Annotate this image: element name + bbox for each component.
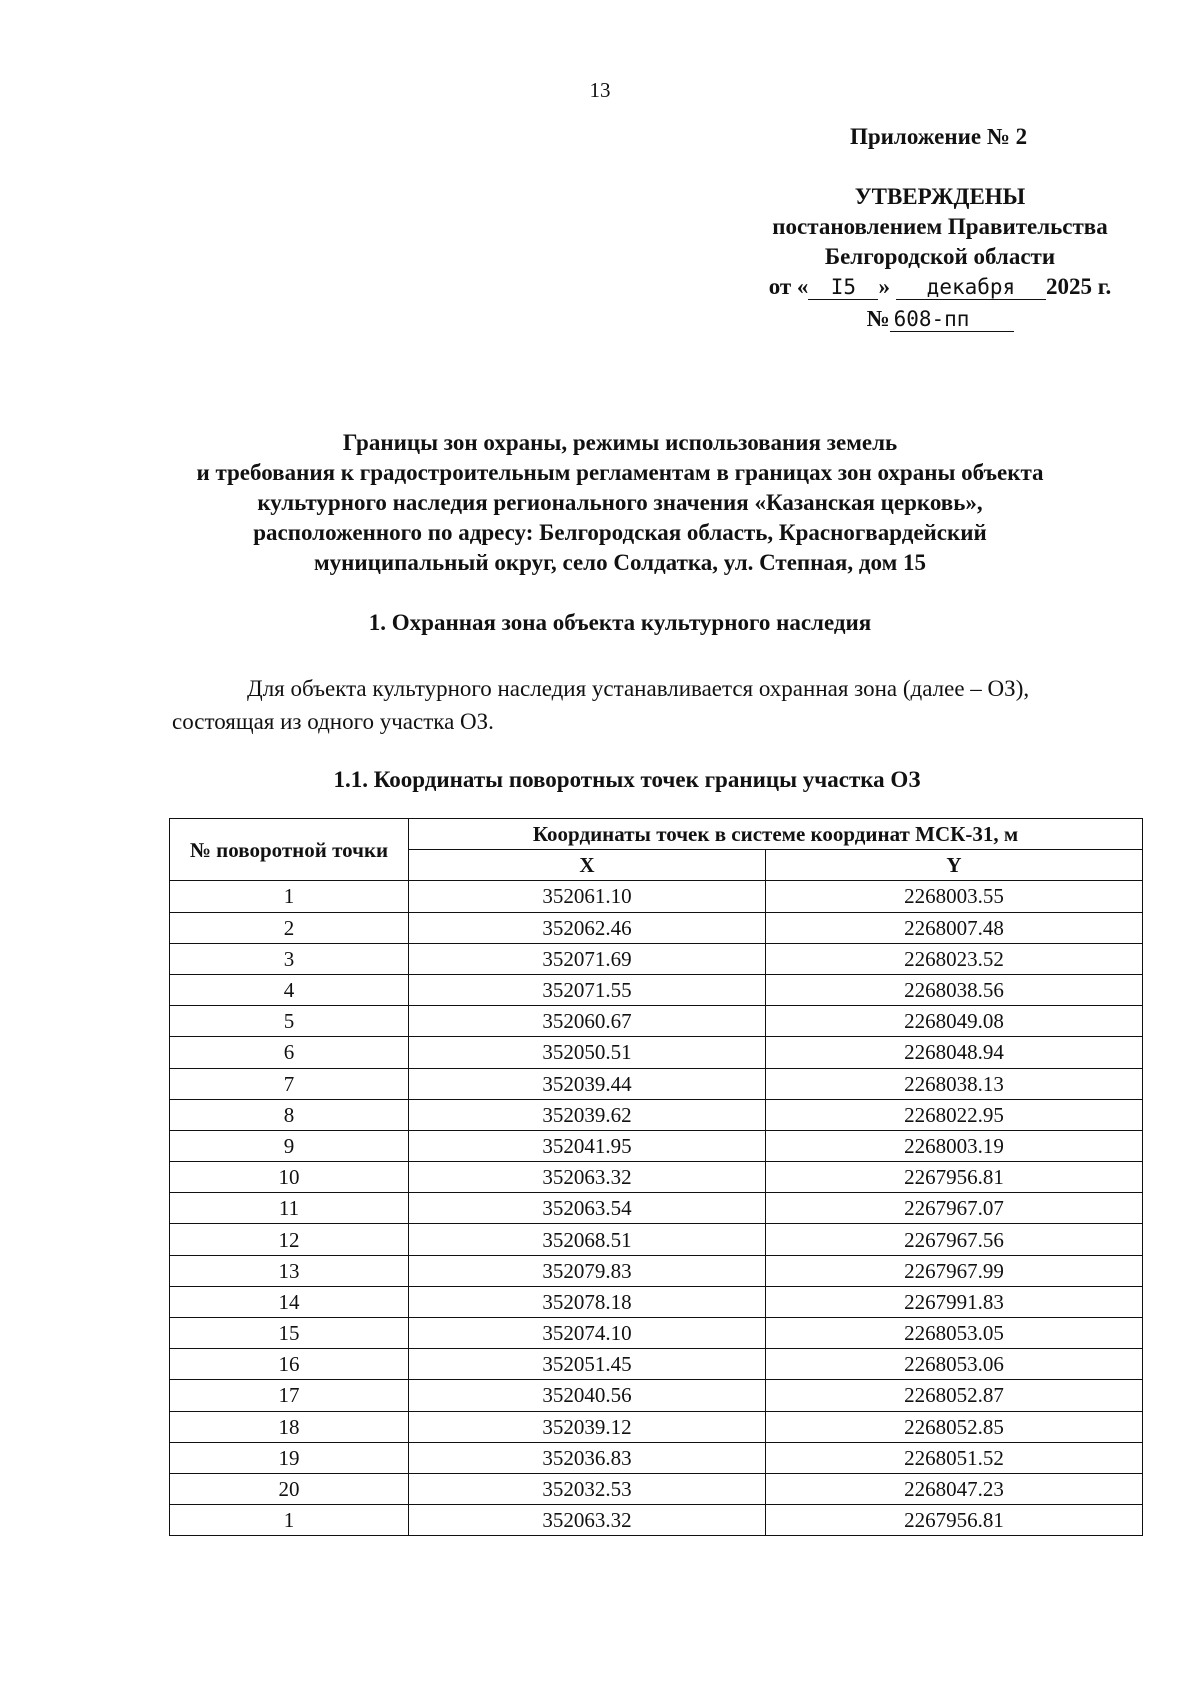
x-cell: 352062.46: [409, 912, 766, 943]
point-number-cell: 15: [170, 1318, 409, 1349]
title-line-5: муниципальный округ, село Солдатка, ул. Степная, дом 15: [313, 550, 926, 575]
approved-label: УТВЕРЖДЕНЫ: [854, 184, 1026, 209]
point-number-cell: 14: [170, 1286, 409, 1317]
y-cell: 2268038.13: [766, 1068, 1143, 1099]
x-cell: 352074.10: [409, 1318, 766, 1349]
y-cell: 2268038.56: [766, 974, 1143, 1005]
header-coordinates: Координаты точек в системе координат МСК-31, м: [409, 819, 1143, 850]
table-row: [170, 1255, 1143, 1286]
point-number-cell: 1: [170, 881, 409, 912]
approval-number: [740, 304, 1140, 334]
x-cell: 352039.62: [409, 1099, 766, 1130]
table-row: [170, 1130, 1143, 1161]
point-number-cell: 19: [170, 1442, 409, 1473]
table-row: [170, 1318, 1143, 1349]
point-number-cell: 20: [170, 1473, 409, 1504]
number-prefix: №: [866, 306, 890, 331]
y-cell: 2267967.07: [766, 1193, 1143, 1224]
y-cell: 2268049.08: [766, 1006, 1143, 1037]
section-1-paragraph: [172, 672, 1147, 738]
point-number-cell: 12: [170, 1224, 409, 1255]
date-mid: »: [878, 274, 890, 299]
appendix-label: Приложение № 2: [850, 124, 1028, 149]
point-number-cell: 16: [170, 1349, 409, 1380]
point-number-cell: 3: [170, 943, 409, 974]
title-line-4: расположенного по адресу: Белгородская область, Красногвардейский: [253, 520, 987, 545]
table-row: [170, 1505, 1143, 1536]
document-title: [140, 428, 1100, 578]
point-number-cell: 4: [170, 974, 409, 1005]
x-cell: 352063.32: [409, 1505, 766, 1536]
x-cell: 352068.51: [409, 1224, 766, 1255]
y-cell: 2268023.52: [766, 943, 1143, 974]
point-number-cell: 9: [170, 1130, 409, 1161]
y-cell: 2267991.83: [766, 1286, 1143, 1317]
x-cell: 352036.83: [409, 1442, 766, 1473]
y-cell: 2267967.99: [766, 1255, 1143, 1286]
paragraph-line-1: Для объекта культурного наследия устанавливается охранная зона (далее – ОЗ),: [247, 676, 1030, 701]
title-line-2: и требования к градостроительным регламентам в границах зон охраны объекта: [196, 460, 1044, 485]
approval-date: [740, 272, 1140, 302]
table-title: 1.1. Координаты поворотных точек границы участка ОЗ: [333, 767, 921, 792]
x-cell: 352063.32: [409, 1162, 766, 1193]
table-row: [170, 943, 1143, 974]
table-row: [170, 1162, 1143, 1193]
approved-by-line1: постановлением Правительства: [772, 214, 1108, 239]
x-cell: 352039.44: [409, 1068, 766, 1099]
x-cell: 352050.51: [409, 1037, 766, 1068]
table-row: [170, 912, 1143, 943]
table-row: [170, 1380, 1143, 1411]
header-point-number: № поворотной точки: [170, 819, 409, 881]
coordinates-body: [170, 881, 1143, 1536]
point-number-cell: 11: [170, 1193, 409, 1224]
x-cell: 352040.56: [409, 1380, 766, 1411]
x-cell: 352071.55: [409, 974, 766, 1005]
x-cell: 352078.18: [409, 1286, 766, 1317]
x-cell: 352061.10: [409, 881, 766, 912]
point-number-cell: 18: [170, 1411, 409, 1442]
y-cell: 2268007.48: [766, 912, 1143, 943]
point-number-cell: 17: [170, 1380, 409, 1411]
x-cell: 352060.67: [409, 1006, 766, 1037]
x-cell: 352051.45: [409, 1349, 766, 1380]
y-cell: 2268047.23: [766, 1473, 1143, 1504]
table-row: [170, 1193, 1143, 1224]
y-cell: 2268051.52: [766, 1442, 1143, 1473]
x-cell: 352063.54: [409, 1193, 766, 1224]
x-cell: 352079.83: [409, 1255, 766, 1286]
header-y: Y: [766, 850, 1143, 881]
date-month: декабря: [896, 275, 1046, 300]
table-row: [170, 1286, 1143, 1317]
table-row: [170, 1411, 1143, 1442]
point-number-cell: 13: [170, 1255, 409, 1286]
point-number-cell: 1: [170, 1505, 409, 1536]
date-day: I5: [808, 275, 878, 300]
x-cell: 352041.95: [409, 1130, 766, 1161]
x-cell: 352039.12: [409, 1411, 766, 1442]
table-row: [170, 1349, 1143, 1380]
point-number-cell: 7: [170, 1068, 409, 1099]
header-x: X: [409, 850, 766, 881]
point-number-cell: 2: [170, 912, 409, 943]
approval-block: [740, 182, 1140, 334]
table-row: [170, 1006, 1143, 1037]
y-cell: 2267967.56: [766, 1224, 1143, 1255]
point-number-cell: 8: [170, 1099, 409, 1130]
y-cell: 2268003.55: [766, 881, 1143, 912]
table-row: [170, 1473, 1143, 1504]
y-cell: 2268022.95: [766, 1099, 1143, 1130]
section-1-heading: 1. Охранная зона объекта культурного наследия: [368, 610, 872, 635]
y-cell: 2267956.81: [766, 1505, 1143, 1536]
point-number-cell: 5: [170, 1006, 409, 1037]
approved-by-line2: Белгородской области: [824, 244, 1056, 269]
number-value: 608-пп: [890, 307, 1014, 332]
date-prefix: от «: [768, 274, 809, 299]
y-cell: 2267956.81: [766, 1162, 1143, 1193]
coordinates-table: [169, 818, 1143, 1536]
page-number: 13: [589, 78, 611, 102]
point-number-cell: 10: [170, 1162, 409, 1193]
y-cell: 2268052.87: [766, 1380, 1143, 1411]
y-cell: 2268052.85: [766, 1411, 1143, 1442]
table-row: [170, 1442, 1143, 1473]
y-cell: 2268003.19: [766, 1130, 1143, 1161]
x-cell: 352071.69: [409, 943, 766, 974]
title-line-3: культурного наследия регионального значения «Казанская церковь»,: [257, 490, 983, 515]
title-line-1: Границы зон охраны, режимы использования земель: [342, 430, 898, 455]
paragraph-line-2: состоящая из одного участка ОЗ.: [172, 709, 494, 734]
y-cell: 2268053.06: [766, 1349, 1143, 1380]
table-row: [170, 1037, 1143, 1068]
table-row: [170, 1099, 1143, 1130]
table-row: [170, 974, 1143, 1005]
table-row: [170, 1224, 1143, 1255]
point-number-cell: 6: [170, 1037, 409, 1068]
y-cell: 2268053.05: [766, 1318, 1143, 1349]
date-year: 2025 г.: [1045, 274, 1112, 299]
table-row: [170, 881, 1143, 912]
table-row: [170, 1068, 1143, 1099]
x-cell: 352032.53: [409, 1473, 766, 1504]
y-cell: 2268048.94: [766, 1037, 1143, 1068]
